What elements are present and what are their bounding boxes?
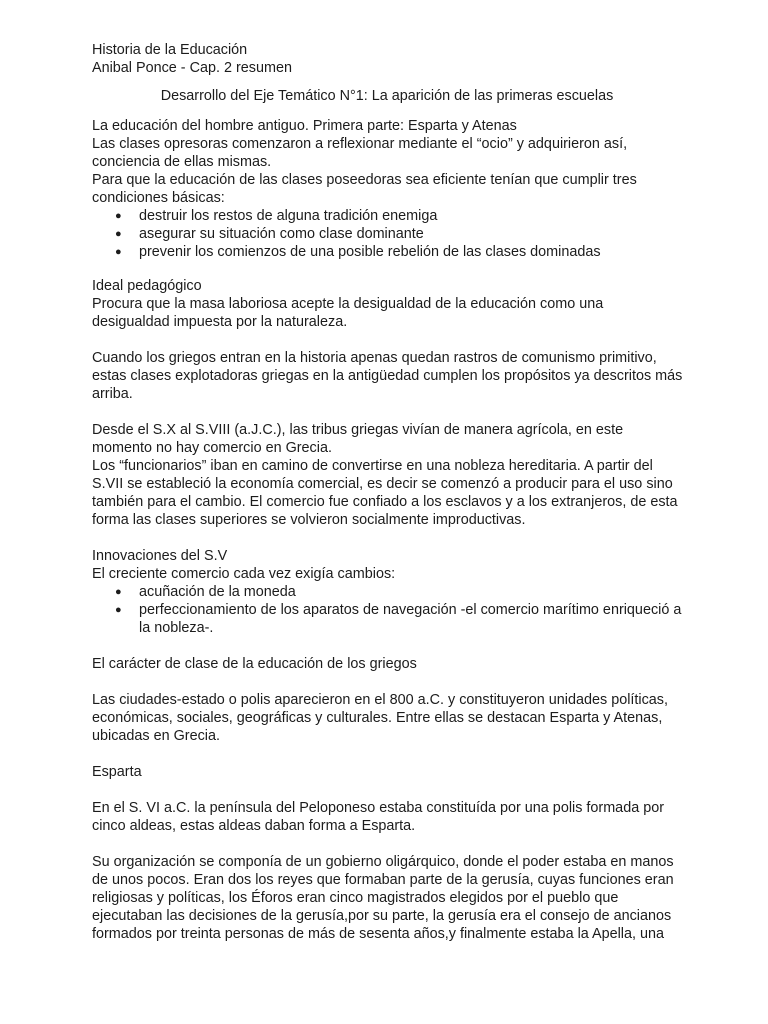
paragraph-line: Para que la educación de las clases poseedoras sea eficiente tenían que cumplir tres	[92, 172, 637, 188]
document-title: Desarrollo del Eje Temático N°1: La aparición de las primeras escuelas	[160, 88, 614, 104]
paragraph-line: momento no hay comercio en Grecia.	[92, 440, 332, 456]
paragraph-line: Cuando los griegos entran en la historia apenas quedan rastros de comunismo primitivo,	[92, 350, 657, 366]
paragraph-line: Procura que la masa laboriosa acepte la desigualdad de la educación como una	[92, 296, 604, 312]
bullet-icon: ●	[115, 586, 122, 598]
paragraph-organizacion	[92, 853, 682, 943]
section-ideal-pedagogico	[92, 277, 682, 331]
section-innovaciones	[92, 547, 682, 637]
conditions-list	[92, 207, 682, 261]
paragraph-line: El creciente comercio cada vez exigía cambios:	[92, 566, 396, 582]
list-item: ● destruir los restos de alguna tradición enemiga	[115, 208, 438, 224]
bullet-icon: ●	[115, 246, 122, 258]
paragraph-line: estas clases explotadoras griegas en la antigüedad cumplen los propósitos ya descritos más	[92, 368, 683, 384]
section-educacion-hombre-antiguo	[92, 117, 682, 261]
paragraph-line: ejecutaban las decisiones de la gerusía,por su parte, la gerusía era el consejo de ancianos	[92, 908, 672, 924]
paragraph-polis	[92, 691, 682, 745]
list-item: ● acuñación de la moneda	[115, 584, 296, 600]
innovations-list	[92, 583, 682, 637]
paragraph-line: religiosas y políticas, los Éforos eran cinco magistrados elegidos por el pueblo que	[92, 890, 619, 906]
paragraph-line: también para el cambio. El comercio fue confiado a los esclavos y a los extranjeros, de esta	[92, 494, 678, 510]
paragraph-line: Las clases opresoras comenzaron a reflexionar mediante el “ocio” y adquirieron así,	[92, 136, 628, 152]
bullet-icon: ●	[115, 604, 122, 616]
paragraph-economia	[92, 421, 682, 529]
paragraph-line: forma las clases superiores se volvieron socialmente improductivas.	[92, 512, 526, 528]
paragraph-line: arriba.	[92, 386, 133, 402]
course-title: Historia de la Educación	[92, 42, 248, 58]
bullet-icon: ●	[115, 210, 122, 222]
section-heading: El carácter de clase de la educación de los griegos	[92, 656, 417, 672]
section-caracter-clase	[92, 655, 682, 673]
paragraph-griegos	[92, 349, 682, 403]
list-item: ● asegurar su situación como clase dominante	[115, 226, 424, 242]
section-heading: Ideal pedagógico	[92, 278, 202, 294]
paragraph-line: cinco aldeas, estas aldeas daban forma a Esparta.	[92, 818, 416, 834]
paragraph-line: S.VII se estableció la economía comercial, es decir se comenzó a producir para el uso sino	[92, 476, 673, 492]
list-item: ● prevenir los comienzos de una posible rebelión de las clases dominadas	[115, 244, 601, 260]
section-heading: Esparta	[92, 764, 142, 780]
paragraph-line: condiciones básicas:	[92, 190, 225, 206]
paragraph-line: económicas, sociales, geográficas y culturales. Entre ellas se destacan Esparta y Atenas,	[92, 710, 663, 726]
paragraph-line: formados por treinta personas de más de sesenta años,y finalmente estaba la Apella, una	[92, 926, 664, 942]
paragraph-line: ubicadas en Grecia.	[92, 728, 220, 744]
paragraph-peloponeso	[92, 799, 682, 835]
document-page	[92, 41, 682, 943]
paragraph-line: En el S. VI a.C. la península del Peloponeso estaba constituída por una polis formada por	[92, 800, 664, 816]
bullet-icon: ●	[115, 228, 122, 240]
paragraph-line: Desde el S.X al S.VIII (a.J.C.), las tribus griegas vivían de manera agrícola, en este	[92, 422, 624, 438]
author-chapter: Anibal Ponce - Cap. 2 resumen	[92, 60, 292, 76]
section-heading: Innovaciones del S.V	[92, 548, 228, 564]
paragraph-line: Su organización se componía de un gobierno oligárquico, donde el poder estaba en manos	[92, 854, 674, 870]
paragraph-line: de unos pocos. Eran dos los reyes que formaban parte de la gerusía, cuyas funciones eran	[92, 872, 674, 888]
list-item-continuation: la nobleza-.	[139, 620, 214, 636]
paragraph-line: desigualdad impuesta por la naturaleza.	[92, 314, 348, 330]
section-heading: La educación del hombre antiguo. Primera parte: Esparta y Atenas	[92, 118, 517, 134]
paragraph-line: conciencia de ellas mismas.	[92, 154, 272, 170]
paragraph-line: Los “funcionarios” iban en camino de convertirse en una nobleza hereditaria. A partir del	[92, 458, 653, 474]
section-esparta	[92, 763, 682, 781]
list-item: ● perfeccionamiento de los aparatos de navegación -el comercio marítimo enriqueció a	[115, 602, 682, 618]
paragraph-line: Las ciudades-estado o polis aparecieron en el 800 a.C. y constituyeron unidades políticas,	[92, 692, 668, 708]
